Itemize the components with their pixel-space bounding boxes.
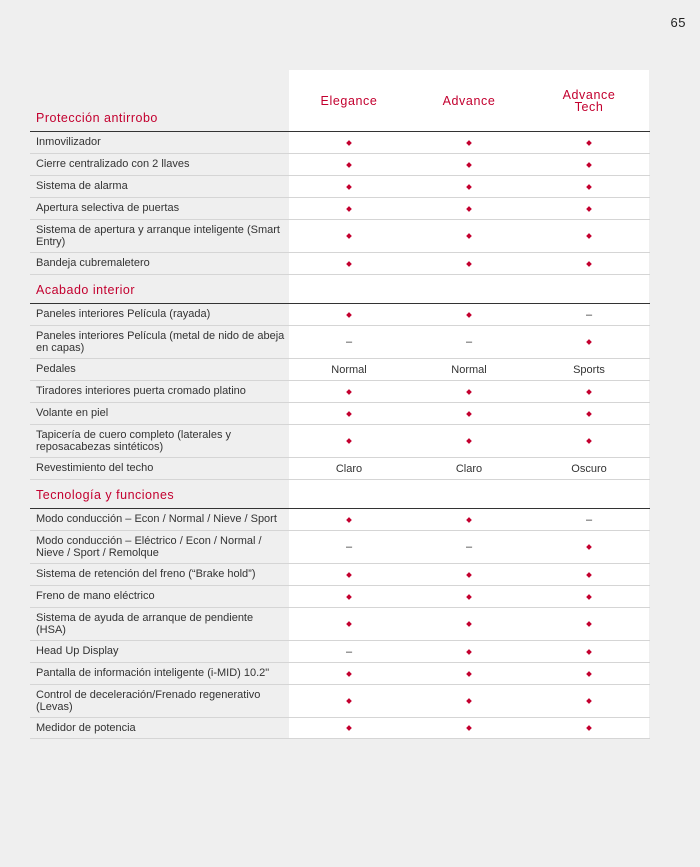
value-cell: – <box>585 513 593 526</box>
section-title: Tecnología y funciones <box>36 488 175 502</box>
available-marker-cell <box>409 132 529 153</box>
diamond-bullet-icon <box>586 649 592 655</box>
row-label: Modo conducción – Eléctrico / Econ / Normal / Nieve / Sport / Remolque <box>36 534 262 559</box>
available-marker-cell <box>289 663 409 684</box>
diamond-bullet-icon <box>586 725 592 731</box>
row-label: Sistema de ayuda de arranque de pendiente (HSA) <box>36 611 254 636</box>
table-row <box>30 531 650 564</box>
value-cell: Normal <box>331 363 367 376</box>
table-row <box>30 586 650 608</box>
available-marker-cell <box>289 685 409 717</box>
diamond-bullet-icon <box>346 594 352 600</box>
row-label: Apertura selectiva de puertas <box>36 202 180 215</box>
row-label: Volante en piel <box>36 407 109 420</box>
column-header-advance-tech-label: Advance Tech <box>562 88 616 114</box>
diamond-bullet-icon <box>346 621 352 627</box>
table-row <box>30 220 650 253</box>
diamond-bullet-icon <box>466 140 472 146</box>
value-cell: – <box>345 541 353 553</box>
diamond-bullet-icon <box>466 649 472 655</box>
diamond-bullet-icon <box>346 312 352 318</box>
available-marker-cell <box>409 220 529 252</box>
available-marker-cell <box>409 509 529 530</box>
available-marker-cell <box>529 663 649 684</box>
available-marker-cell <box>409 685 529 717</box>
available-marker-cell <box>289 132 409 153</box>
diamond-bullet-icon <box>586 162 592 168</box>
diamond-bullet-icon <box>466 517 472 523</box>
available-marker-cell <box>529 220 649 252</box>
row-label: Tapicería de cuero completo (laterales y reposacabezas sintéticos) <box>36 428 232 453</box>
available-marker-cell <box>409 425 529 457</box>
available-marker-cell <box>289 608 409 640</box>
available-marker-cell <box>409 154 529 175</box>
diamond-bullet-icon <box>466 162 472 168</box>
diamond-bullet-icon <box>466 233 472 239</box>
available-marker-cell <box>529 641 649 662</box>
table-row <box>30 509 650 531</box>
table-row <box>30 154 650 176</box>
diamond-bullet-icon <box>466 206 472 212</box>
available-marker-cell <box>529 326 649 358</box>
value-cell: Sports <box>573 363 605 376</box>
diamond-bullet-icon <box>346 162 352 168</box>
row-label: Sistema de alarma <box>36 180 128 193</box>
row-label: Bandeja cubremaletero <box>36 257 150 270</box>
row-label: Pedales <box>36 363 76 376</box>
column-header-elegance: Elegance <box>320 94 378 108</box>
table-row <box>30 718 650 739</box>
section-title: Protección antirrobo <box>36 111 158 125</box>
column-header-advance: Advance <box>442 94 496 108</box>
diamond-bullet-icon <box>346 411 352 417</box>
diamond-bullet-icon <box>586 140 592 146</box>
available-marker-cell <box>529 718 649 738</box>
diamond-bullet-icon <box>586 671 592 677</box>
row-label: Modo conducción – Econ / Normal / Nieve / Sport <box>36 513 277 526</box>
available-marker-cell <box>409 718 529 738</box>
available-marker-cell <box>529 154 649 175</box>
available-marker-cell <box>529 531 649 563</box>
available-marker-cell <box>409 253 529 274</box>
diamond-bullet-icon <box>346 572 352 578</box>
column-header-advance-tech <box>529 72 649 130</box>
diamond-bullet-icon <box>586 438 592 444</box>
diamond-bullet-icon <box>466 261 472 267</box>
value-cell: Claro <box>335 462 363 475</box>
row-label: Revestimiento del techo <box>36 462 154 475</box>
available-marker-cell <box>409 608 529 640</box>
diamond-bullet-icon <box>466 312 472 318</box>
row-label: Medidor de potencia <box>36 721 136 734</box>
row-label: Cierre centralizado con 2 llaves <box>36 158 190 171</box>
table-row <box>30 403 650 425</box>
value-cell: Claro <box>455 462 483 475</box>
available-marker-cell <box>529 176 649 197</box>
row-label: Head Up Display <box>36 645 119 658</box>
diamond-bullet-icon <box>466 438 472 444</box>
available-marker-cell <box>409 586 529 607</box>
diamond-bullet-icon <box>586 594 592 600</box>
row-label: Paneles interiores Película (rayada) <box>36 308 211 321</box>
row-label: Inmovilizador <box>36 136 101 149</box>
table-row <box>30 176 650 198</box>
diamond-bullet-icon <box>466 621 472 627</box>
diamond-bullet-icon <box>346 184 352 190</box>
table-row <box>30 458 650 480</box>
available-marker-cell <box>409 304 529 325</box>
diamond-bullet-icon <box>586 544 592 550</box>
value-cell: Normal <box>451 363 487 376</box>
available-marker-cell <box>409 198 529 219</box>
available-marker-cell <box>529 586 649 607</box>
table-row <box>30 425 650 458</box>
diamond-bullet-icon <box>586 621 592 627</box>
value-cell: – <box>585 308 593 321</box>
diamond-bullet-icon <box>346 389 352 395</box>
table-row <box>30 608 650 641</box>
diamond-bullet-icon <box>586 261 592 267</box>
table-row <box>30 253 650 275</box>
diamond-bullet-icon <box>586 339 592 345</box>
available-marker-cell <box>289 509 409 530</box>
available-marker-cell <box>409 176 529 197</box>
value-cell: Oscuro <box>571 462 607 475</box>
diamond-bullet-icon <box>586 233 592 239</box>
diamond-bullet-icon <box>586 184 592 190</box>
table-row <box>30 326 650 359</box>
diamond-bullet-icon <box>586 206 592 212</box>
value-cell: – <box>345 645 353 658</box>
value-cell: – <box>465 541 473 553</box>
available-marker-cell <box>529 564 649 585</box>
table-row <box>30 564 650 586</box>
diamond-bullet-icon <box>346 140 352 146</box>
available-marker-cell <box>529 253 649 274</box>
value-cell: – <box>345 336 353 348</box>
available-marker-cell <box>529 132 649 153</box>
diamond-bullet-icon <box>466 572 472 578</box>
section-title: Acabado interior <box>36 283 136 297</box>
available-marker-cell <box>409 381 529 402</box>
available-marker-cell <box>289 403 409 424</box>
diamond-bullet-icon <box>346 725 352 731</box>
row-label: Freno de mano eléctrico <box>36 590 155 603</box>
diamond-bullet-icon <box>346 233 352 239</box>
available-marker-cell <box>409 641 529 662</box>
available-marker-cell <box>289 381 409 402</box>
available-marker-cell <box>289 198 409 219</box>
table-row <box>30 685 650 718</box>
available-marker-cell <box>289 304 409 325</box>
row-label: Tiradores interiores puerta cromado platino <box>36 385 246 398</box>
diamond-bullet-icon <box>466 594 472 600</box>
diamond-bullet-icon <box>346 438 352 444</box>
diamond-bullet-icon <box>466 671 472 677</box>
available-marker-cell <box>409 564 529 585</box>
available-marker-cell <box>289 154 409 175</box>
row-label: Paneles interiores Película (metal de nido de abeja en capas) <box>36 329 285 354</box>
available-marker-cell <box>529 425 649 457</box>
available-marker-cell <box>289 176 409 197</box>
diamond-bullet-icon <box>586 698 592 704</box>
table-row <box>30 359 650 381</box>
available-marker-cell <box>529 685 649 717</box>
value-cell: – <box>465 336 473 348</box>
available-marker-cell <box>529 403 649 424</box>
diamond-bullet-icon <box>346 261 352 267</box>
row-label: Control de deceleración/Frenado regenerativo (Levas) <box>36 688 261 713</box>
diamond-bullet-icon <box>586 572 592 578</box>
diamond-bullet-icon <box>346 517 352 523</box>
diamond-bullet-icon <box>346 698 352 704</box>
available-marker-cell <box>529 608 649 640</box>
available-marker-cell <box>289 220 409 252</box>
available-marker-cell <box>409 403 529 424</box>
available-marker-cell <box>289 564 409 585</box>
available-marker-cell <box>409 663 529 684</box>
diamond-bullet-icon <box>466 184 472 190</box>
diamond-bullet-icon <box>466 389 472 395</box>
page-number: 65 <box>670 15 686 30</box>
diamond-bullet-icon <box>586 411 592 417</box>
row-label: Pantalla de información inteligente (i-MID) 10.2" <box>36 667 270 680</box>
available-marker-cell <box>289 586 409 607</box>
diamond-bullet-icon <box>466 698 472 704</box>
available-marker-cell <box>529 198 649 219</box>
row-label: Sistema de apertura y arranque inteligente (Smart Entry) <box>36 223 280 248</box>
diamond-bullet-icon <box>466 725 472 731</box>
diamond-bullet-icon <box>586 389 592 395</box>
diamond-bullet-icon <box>346 671 352 677</box>
diamond-bullet-icon <box>346 206 352 212</box>
available-marker-cell <box>289 718 409 738</box>
row-label: Sistema de retención del freno (“Brake hold”) <box>36 568 256 581</box>
table-row <box>30 198 650 220</box>
available-marker-cell <box>289 253 409 274</box>
table-row <box>30 381 650 403</box>
table-row <box>30 304 650 326</box>
available-marker-cell <box>529 381 649 402</box>
diamond-bullet-icon <box>466 411 472 417</box>
table-row <box>30 641 650 663</box>
table-row <box>30 663 650 685</box>
table-row <box>30 132 650 154</box>
available-marker-cell <box>289 425 409 457</box>
